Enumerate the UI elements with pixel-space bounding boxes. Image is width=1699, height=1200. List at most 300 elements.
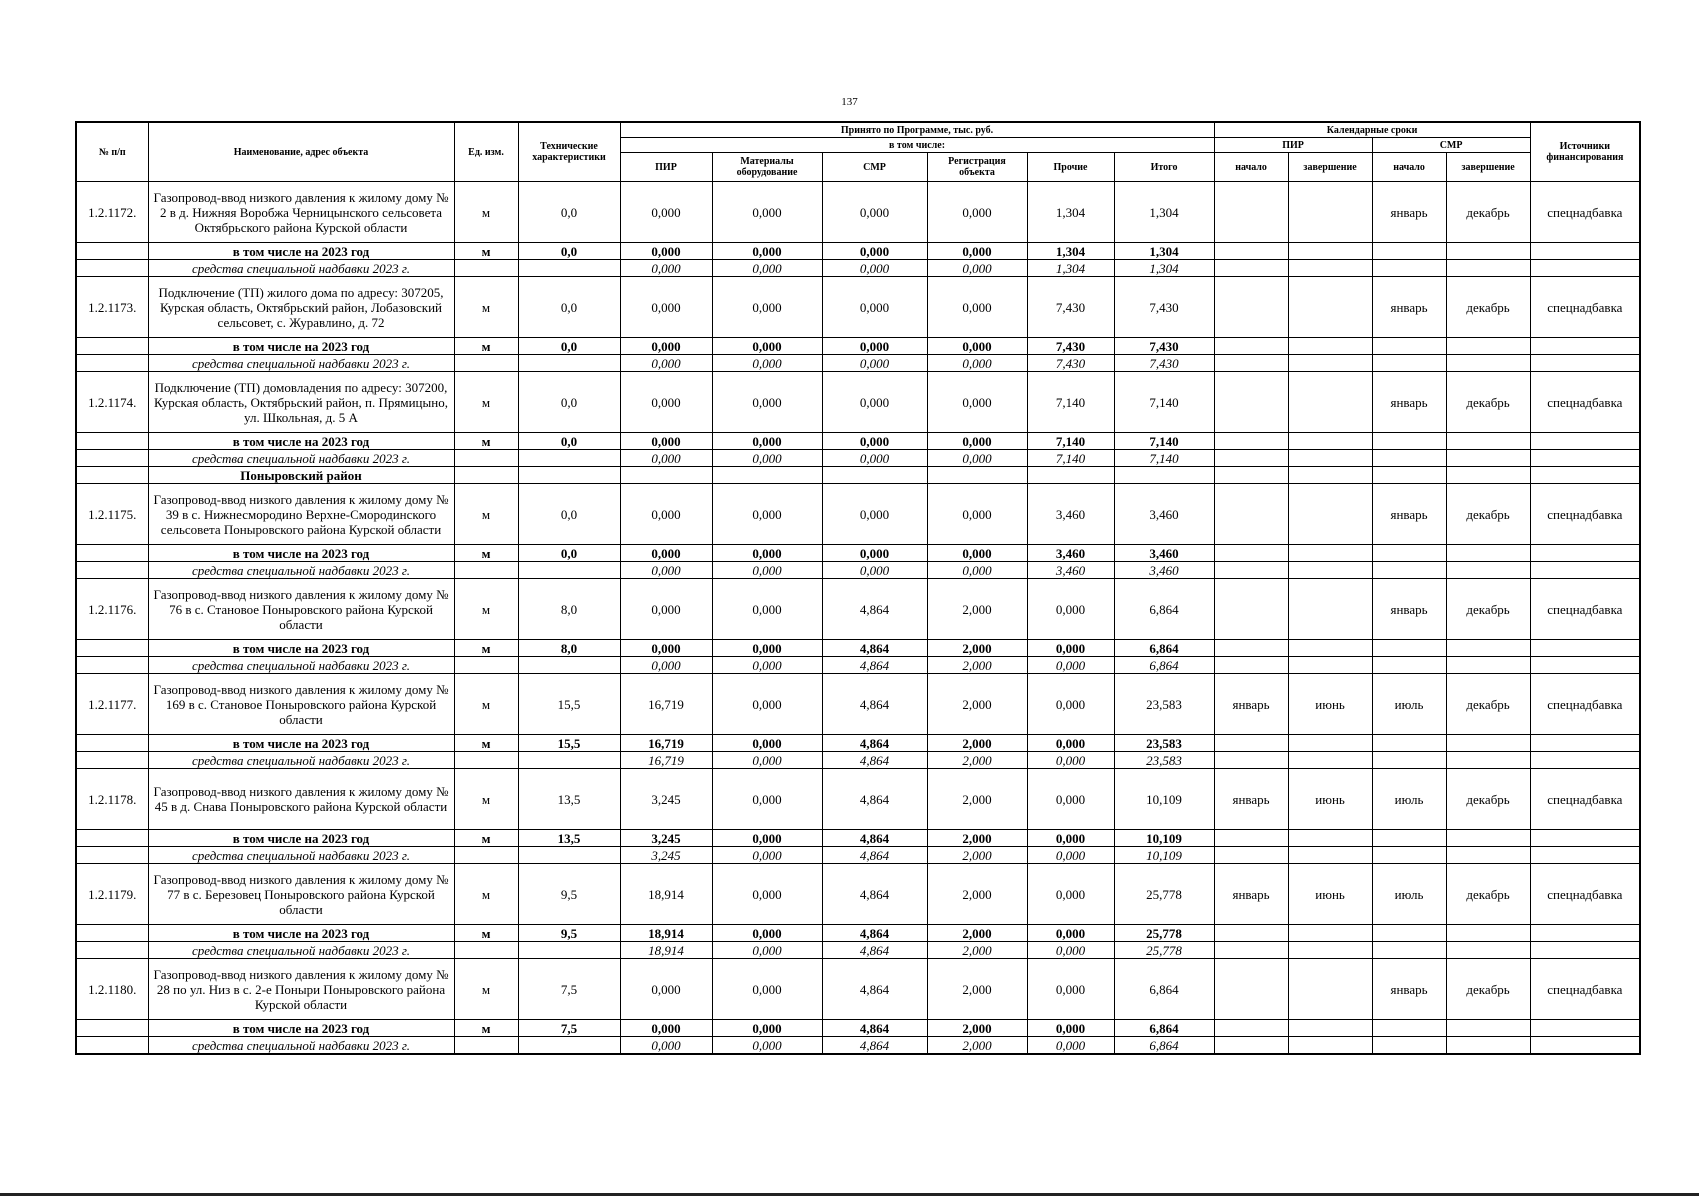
cell-name: в том числе на 2023 год: [148, 1020, 454, 1037]
table-row: [76, 769, 1640, 830]
cell-other: 7,140: [1027, 450, 1114, 467]
cell-materials: 0,000: [712, 657, 822, 674]
table-row: [76, 735, 1640, 752]
cell-materials: 0,000: [712, 640, 822, 657]
cell-registration: 2,000: [927, 1037, 1027, 1055]
cell-smr: 0,000: [822, 260, 927, 277]
cell-no: [76, 1020, 148, 1037]
cell-other: 1,304: [1027, 260, 1114, 277]
cell-other: 7,430: [1027, 355, 1114, 372]
header-cal-pir: ПИР: [1214, 138, 1372, 153]
cell-smr-end: декабрь: [1446, 579, 1530, 640]
cell-pir-end: [1288, 277, 1372, 338]
cell-smr-start: [1372, 338, 1446, 355]
cell-pir-end: [1288, 562, 1372, 579]
cell-materials: 0,000: [712, 830, 822, 847]
cell-materials: 0,000: [712, 864, 822, 925]
cell-empty: [1530, 467, 1640, 484]
cell-pir-start: [1214, 182, 1288, 243]
cell-registration: 2,000: [927, 769, 1027, 830]
cell-no: [76, 260, 148, 277]
cell-smr: 4,864: [822, 959, 927, 1020]
cell-name: в том числе на 2023 год: [148, 433, 454, 450]
cell-name: Газопровод-ввод низкого давления к жилому дому № 28 по ул. Низ в с. 2-е Поныри Поныровского района Курской области: [148, 959, 454, 1020]
cell-smr: 4,864: [822, 942, 927, 959]
cell-tech: 0,0: [518, 243, 620, 260]
cell-name: в том числе на 2023 год: [148, 925, 454, 942]
cell-source: спецнадбавка: [1530, 674, 1640, 735]
cell-no: [76, 657, 148, 674]
cell-materials: 0,000: [712, 735, 822, 752]
cell-smr: 4,864: [822, 735, 927, 752]
cell-pir-end: [1288, 484, 1372, 545]
cell-pir-start: январь: [1214, 674, 1288, 735]
cell-smr-start: январь: [1372, 372, 1446, 433]
cell-smr-start: [1372, 1037, 1446, 1055]
cell-tech: 9,5: [518, 925, 620, 942]
cell-materials: 0,000: [712, 372, 822, 433]
header-no: № п/п: [76, 122, 148, 182]
cell-materials: 0,000: [712, 260, 822, 277]
cell-pir-end: [1288, 830, 1372, 847]
cell-tech: [518, 657, 620, 674]
cell-registration: 2,000: [927, 657, 1027, 674]
cell-total: 7,140: [1114, 372, 1214, 433]
cell-smr-start: январь: [1372, 484, 1446, 545]
cell-pir-start: [1214, 260, 1288, 277]
cell-no: 1.2.1177.: [76, 674, 148, 735]
cell-total: 23,583: [1114, 674, 1214, 735]
cell-registration: 2,000: [927, 674, 1027, 735]
header-materials: Материалы оборудование: [712, 153, 822, 182]
header-name: Наименование, адрес объекта: [148, 122, 454, 182]
cell-smr-start: [1372, 450, 1446, 467]
cell-smr-start: [1372, 433, 1446, 450]
cell-smr: 0,000: [822, 355, 927, 372]
cell-unit: м: [454, 277, 518, 338]
cell-pir-end: [1288, 735, 1372, 752]
cell-smr: 4,864: [822, 769, 927, 830]
cell-pir: 16,719: [620, 752, 712, 769]
cell-smr-end: [1446, 657, 1530, 674]
cell-empty: [822, 467, 927, 484]
header-incl: в том числе:: [620, 138, 1214, 153]
cell-materials: 0,000: [712, 484, 822, 545]
cell-pir: 3,245: [620, 830, 712, 847]
header-pir: ПИР: [620, 153, 712, 182]
cell-unit: м: [454, 769, 518, 830]
cell-tech: [518, 942, 620, 959]
cell-pir-end: [1288, 959, 1372, 1020]
cell-smr-start: [1372, 243, 1446, 260]
cell-other: 0,000: [1027, 640, 1114, 657]
cell-source: [1530, 735, 1640, 752]
cell-pir-end: [1288, 657, 1372, 674]
cell-no: [76, 925, 148, 942]
cell-unit: м: [454, 830, 518, 847]
table-row: [76, 847, 1640, 864]
cell-name: в том числе на 2023 год: [148, 830, 454, 847]
cell-unit: [454, 260, 518, 277]
cell-registration: 2,000: [927, 735, 1027, 752]
cell-smr: 4,864: [822, 640, 927, 657]
cell-registration: 0,000: [927, 182, 1027, 243]
cell-smr: 4,864: [822, 864, 927, 925]
cell-pir: 16,719: [620, 735, 712, 752]
cell-no: 1.2.1179.: [76, 864, 148, 925]
cell-source: [1530, 942, 1640, 959]
cell-pir: 18,914: [620, 864, 712, 925]
table-row: [76, 579, 1640, 640]
cell-source: спецнадбавка: [1530, 579, 1640, 640]
table-header: [76, 122, 1640, 182]
cell-other: 0,000: [1027, 847, 1114, 864]
cell-registration: 0,000: [927, 545, 1027, 562]
cell-materials: 0,000: [712, 942, 822, 959]
cell-pir-start: [1214, 372, 1288, 433]
cell-pir-start: [1214, 355, 1288, 372]
program-table: [75, 121, 1641, 1055]
cell-smr-start: июль: [1372, 769, 1446, 830]
cell-no: [76, 467, 148, 484]
cell-smr-start: [1372, 545, 1446, 562]
table-row: [76, 657, 1640, 674]
cell-smr: 4,864: [822, 830, 927, 847]
cell-tech: 8,0: [518, 640, 620, 657]
cell-other: 0,000: [1027, 752, 1114, 769]
header-registration: Регистрация объекта: [927, 153, 1027, 182]
cell-name: Газопровод-ввод низкого давления к жилому дому № 76 в с. Становое Поныровского района Курской области: [148, 579, 454, 640]
cell-materials: 0,000: [712, 769, 822, 830]
cell-no: [76, 338, 148, 355]
cell-source: [1530, 562, 1640, 579]
cell-unit: [454, 657, 518, 674]
cell-pir-start: [1214, 545, 1288, 562]
cell-pir: 16,719: [620, 674, 712, 735]
cell-smr-end: декабрь: [1446, 674, 1530, 735]
cell-no: 1.2.1172.: [76, 182, 148, 243]
cell-registration: 2,000: [927, 847, 1027, 864]
cell-pir: 0,000: [620, 260, 712, 277]
cell-name: в том числе на 2023 год: [148, 545, 454, 562]
cell-unit: м: [454, 182, 518, 243]
cell-pir-start: [1214, 830, 1288, 847]
cell-tech: 9,5: [518, 864, 620, 925]
cell-pir-end: [1288, 338, 1372, 355]
cell-registration: 0,000: [927, 355, 1027, 372]
cell-no: [76, 562, 148, 579]
cell-smr: 0,000: [822, 484, 927, 545]
cell-other: 7,140: [1027, 372, 1114, 433]
cell-pir-start: [1214, 450, 1288, 467]
cell-other: 0,000: [1027, 830, 1114, 847]
cell-smr: 0,000: [822, 433, 927, 450]
cell-materials: 0,000: [712, 277, 822, 338]
cell-name: средства специальной надбавки 2023 г.: [148, 752, 454, 769]
table-row: [76, 562, 1640, 579]
cell-other: 0,000: [1027, 925, 1114, 942]
cell-source: [1530, 640, 1640, 657]
cell-source: [1530, 1037, 1640, 1055]
cell-smr-end: декабрь: [1446, 864, 1530, 925]
cell-no: 1.2.1174.: [76, 372, 148, 433]
cell-unit: м: [454, 864, 518, 925]
cell-total: 7,430: [1114, 277, 1214, 338]
table-row: [76, 182, 1640, 243]
cell-tech: [518, 752, 620, 769]
cell-source: спецнадбавка: [1530, 959, 1640, 1020]
cell-pir: 0,000: [620, 579, 712, 640]
cell-total: 23,583: [1114, 735, 1214, 752]
cell-materials: 0,000: [712, 1020, 822, 1037]
cell-pir-start: [1214, 484, 1288, 545]
cell-smr-start: [1372, 752, 1446, 769]
cell-smr: 0,000: [822, 338, 927, 355]
cell-unit: [454, 942, 518, 959]
header-smr-end: завершение: [1446, 153, 1530, 182]
cell-unit: м: [454, 243, 518, 260]
cell-total: 7,430: [1114, 355, 1214, 372]
cell-materials: 0,000: [712, 847, 822, 864]
cell-empty: [1214, 467, 1288, 484]
cell-pir: 0,000: [620, 562, 712, 579]
cell-total: 1,304: [1114, 243, 1214, 260]
cell-pir-end: июнь: [1288, 864, 1372, 925]
cell-no: 1.2.1180.: [76, 959, 148, 1020]
cell-smr: 4,864: [822, 1020, 927, 1037]
header-pir-start: начало: [1214, 153, 1288, 182]
cell-source: спецнадбавка: [1530, 372, 1640, 433]
cell-no: 1.2.1173.: [76, 277, 148, 338]
cell-empty: [620, 467, 712, 484]
cell-pir-start: [1214, 640, 1288, 657]
cell-smr-start: [1372, 942, 1446, 959]
cell-tech: [518, 450, 620, 467]
cell-materials: 0,000: [712, 243, 822, 260]
cell-name: Газопровод-ввод низкого давления к жилому дому № 169 в с. Становое Поныровского района Курской области: [148, 674, 454, 735]
cell-other: 7,430: [1027, 277, 1114, 338]
cell-total: 1,304: [1114, 260, 1214, 277]
cell-tech: [518, 355, 620, 372]
cell-pir-end: [1288, 925, 1372, 942]
cell-registration: 0,000: [927, 277, 1027, 338]
cell-smr-start: январь: [1372, 277, 1446, 338]
cell-pir: 0,000: [620, 959, 712, 1020]
cell-no: [76, 450, 148, 467]
cell-smr: 0,000: [822, 450, 927, 467]
cell-unit: м: [454, 433, 518, 450]
cell-smr-start: январь: [1372, 579, 1446, 640]
cell-pir-start: [1214, 277, 1288, 338]
cell-name: в том числе на 2023 год: [148, 338, 454, 355]
cell-smr: 4,864: [822, 752, 927, 769]
cell-registration: 2,000: [927, 752, 1027, 769]
cell-total: 6,864: [1114, 1037, 1214, 1055]
cell-total: 3,460: [1114, 545, 1214, 562]
cell-pir-start: январь: [1214, 769, 1288, 830]
cell-name: в том числе на 2023 год: [148, 735, 454, 752]
cell-unit: м: [454, 545, 518, 562]
cell-tech: 15,5: [518, 735, 620, 752]
cell-smr-end: [1446, 450, 1530, 467]
cell-pir-end: [1288, 450, 1372, 467]
table-row: [76, 640, 1640, 657]
cell-materials: 0,000: [712, 674, 822, 735]
cell-smr-end: [1446, 925, 1530, 942]
cell-total: 25,778: [1114, 942, 1214, 959]
cell-empty: [454, 467, 518, 484]
cell-source: [1530, 752, 1640, 769]
cell-pir: 0,000: [620, 277, 712, 338]
cell-registration: 0,000: [927, 484, 1027, 545]
table-row: [76, 277, 1640, 338]
cell-pir: 3,245: [620, 847, 712, 864]
header-pir-end: завершение: [1288, 153, 1372, 182]
cell-registration: 2,000: [927, 942, 1027, 959]
cell-smr-start: июль: [1372, 864, 1446, 925]
cell-pir-start: [1214, 959, 1288, 1020]
cell-tech: 0,0: [518, 545, 620, 562]
cell-materials: 0,000: [712, 1037, 822, 1055]
table-row: [76, 355, 1640, 372]
cell-total: 25,778: [1114, 925, 1214, 942]
cell-source: [1530, 433, 1640, 450]
cell-no: [76, 243, 148, 260]
cell-source: [1530, 1020, 1640, 1037]
cell-pir-end: [1288, 1020, 1372, 1037]
cell-registration: 0,000: [927, 260, 1027, 277]
cell-name: Газопровод-ввод низкого давления к жилому дому № 45 в д. Снава Поныровского района Курской области: [148, 769, 454, 830]
table-row: [76, 830, 1640, 847]
cell-pir-end: [1288, 545, 1372, 562]
cell-pir-start: [1214, 579, 1288, 640]
cell-pir: 0,000: [620, 484, 712, 545]
cell-total: 7,430: [1114, 338, 1214, 355]
cell-materials: 0,000: [712, 450, 822, 467]
cell-name: средства специальной надбавки 2023 г.: [148, 1037, 454, 1055]
cell-no: 1.2.1178.: [76, 769, 148, 830]
cell-other: 0,000: [1027, 1037, 1114, 1055]
cell-unit: м: [454, 579, 518, 640]
bottom-rule: [0, 1193, 1699, 1196]
cell-unit: [454, 1037, 518, 1055]
cell-other: 0,000: [1027, 579, 1114, 640]
header-calendar: Календарные сроки: [1214, 122, 1530, 138]
cell-total: 3,460: [1114, 484, 1214, 545]
cell-no: [76, 640, 148, 657]
cell-registration: 2,000: [927, 579, 1027, 640]
cell-no: 1.2.1175.: [76, 484, 148, 545]
table-row: [76, 1020, 1640, 1037]
cell-materials: 0,000: [712, 433, 822, 450]
cell-total: 6,864: [1114, 657, 1214, 674]
cell-pir-end: [1288, 1037, 1372, 1055]
table-row: [76, 372, 1640, 433]
cell-unit: м: [454, 674, 518, 735]
cell-no: [76, 433, 148, 450]
cell-other: 0,000: [1027, 674, 1114, 735]
cell-smr-end: [1446, 830, 1530, 847]
cell-unit: [454, 847, 518, 864]
cell-smr: 0,000: [822, 182, 927, 243]
cell-source: спецнадбавка: [1530, 769, 1640, 830]
cell-tech: [518, 260, 620, 277]
cell-no: [76, 752, 148, 769]
cell-name: средства специальной надбавки 2023 г.: [148, 260, 454, 277]
cell-pir: 18,914: [620, 942, 712, 959]
cell-smr-start: [1372, 355, 1446, 372]
header-unit: Ед. изм.: [454, 122, 518, 182]
cell-smr-end: [1446, 942, 1530, 959]
cell-smr: 0,000: [822, 372, 927, 433]
cell-total: 10,109: [1114, 769, 1214, 830]
cell-name: Подключение (ТП) домовладения по адресу: 307200, Курская область, Октябрьский район, п. Прямицыно, ул. Школьная, д. 5 А: [148, 372, 454, 433]
cell-smr-end: [1446, 562, 1530, 579]
cell-pir-end: июнь: [1288, 769, 1372, 830]
cell-tech: [518, 1037, 620, 1055]
table-row: [76, 433, 1640, 450]
cell-pir-end: [1288, 847, 1372, 864]
cell-pir-start: [1214, 1020, 1288, 1037]
cell-tech: 0,0: [518, 484, 620, 545]
cell-tech: 7,5: [518, 1020, 620, 1037]
cell-smr-start: [1372, 640, 1446, 657]
cell-pir-start: [1214, 657, 1288, 674]
cell-other: 3,460: [1027, 484, 1114, 545]
cell-smr-start: [1372, 657, 1446, 674]
cell-tech: [518, 847, 620, 864]
cell-smr: 4,864: [822, 1037, 927, 1055]
cell-smr: 4,864: [822, 674, 927, 735]
cell-smr: 4,864: [822, 925, 927, 942]
cell-pir-start: [1214, 338, 1288, 355]
cell-total: 10,109: [1114, 830, 1214, 847]
cell-other: 0,000: [1027, 959, 1114, 1020]
cell-source: [1530, 545, 1640, 562]
cell-materials: 0,000: [712, 562, 822, 579]
cell-unit: м: [454, 925, 518, 942]
cell-smr-start: [1372, 830, 1446, 847]
cell-empty: [712, 467, 822, 484]
cell-registration: 2,000: [927, 959, 1027, 1020]
cell-pir: 18,914: [620, 925, 712, 942]
cell-unit: м: [454, 1020, 518, 1037]
cell-smr: 4,864: [822, 847, 927, 864]
cell-materials: 0,000: [712, 579, 822, 640]
table-row: [76, 450, 1640, 467]
cell-other: 1,304: [1027, 243, 1114, 260]
cell-tech: 13,5: [518, 830, 620, 847]
cell-pir-end: [1288, 433, 1372, 450]
cell-pir: 0,000: [620, 1020, 712, 1037]
header-program: Принято по Программе, тыс. руб.: [620, 122, 1214, 138]
cell-total: 6,864: [1114, 579, 1214, 640]
cell-pir-end: [1288, 640, 1372, 657]
header-other: Прочие: [1027, 153, 1114, 182]
section-row: [76, 467, 1640, 484]
cell-registration: 0,000: [927, 243, 1027, 260]
cell-registration: 0,000: [927, 450, 1027, 467]
cell-materials: 0,000: [712, 925, 822, 942]
cell-pir: 0,000: [620, 657, 712, 674]
cell-smr-end: декабрь: [1446, 959, 1530, 1020]
cell-pir-end: [1288, 372, 1372, 433]
cell-pir-start: [1214, 562, 1288, 579]
cell-empty: [927, 467, 1027, 484]
cell-materials: 0,000: [712, 182, 822, 243]
cell-smr-start: [1372, 735, 1446, 752]
page-number: 137: [841, 96, 858, 108]
